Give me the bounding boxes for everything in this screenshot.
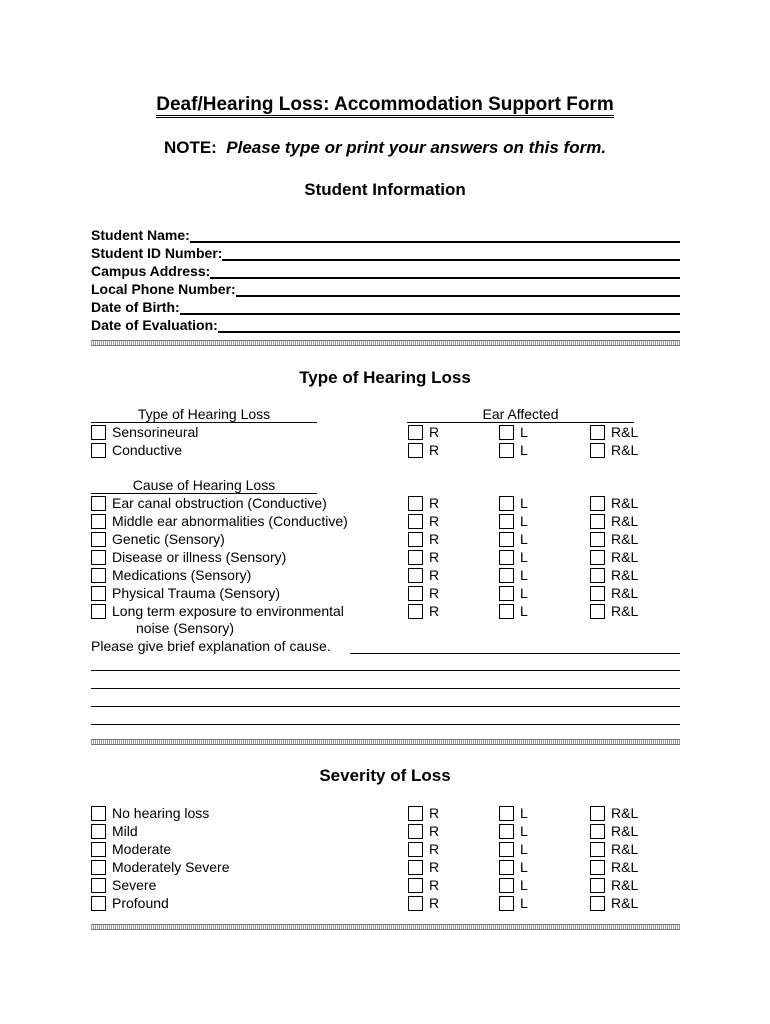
ear-label-r: R [429,823,440,839]
checkbox-both-ears[interactable] [590,550,605,565]
checkbox[interactable] [91,550,106,565]
option-label: Moderately Severe [112,859,230,875]
checkbox-right-ear[interactable] [408,496,423,511]
checkbox-left-ear[interactable] [499,514,514,529]
ear-label-l: L [520,567,528,583]
field-input-line[interactable] [222,245,680,261]
checkbox-right-ear[interactable] [408,586,423,601]
field-input-line[interactable] [190,227,680,243]
cause-row [91,512,691,530]
ear-label-r: R [429,442,440,458]
option-label: Physical Trauma (Sensory) [112,585,281,601]
checkbox-both-ears[interactable] [590,586,605,601]
form-title: Deaf/Hearing Loss: Accommodation Support Form [0,94,770,116]
checkbox[interactable] [91,824,106,839]
ear-label-r: R [429,895,440,911]
checkbox-both-ears[interactable] [590,896,605,911]
checkbox-right-ear[interactable] [408,514,423,529]
ear-label-rl: R&L [611,603,639,619]
ear-label-r: R [429,805,440,821]
cause-row [91,530,691,548]
ear-label-l: L [520,841,528,857]
section-divider [91,739,680,745]
checkbox-both-ears[interactable] [590,806,605,821]
checkbox[interactable] [91,514,106,529]
option-label: Moderate [112,841,172,857]
checkbox-both-ears[interactable] [590,860,605,875]
checkbox-left-ear[interactable] [499,550,514,565]
ear-label-l: L [520,895,528,911]
option-label: Conductive [112,442,183,458]
ear-label-r: R [429,549,440,565]
ear-label-rl: R&L [611,549,639,565]
checkbox-right-ear[interactable] [408,896,423,911]
ear-label-r: R [429,603,440,619]
student-info-heading: Student Information [304,180,466,199]
ear-label-r: R [429,877,440,893]
ear-label-l: L [520,877,528,893]
checkbox[interactable] [91,896,106,911]
checkbox-left-ear[interactable] [499,425,514,440]
note-line [0,138,770,158]
field-input-line[interactable] [180,299,680,315]
ear-label-l: L [520,585,528,601]
field-input-line[interactable] [218,317,680,333]
checkbox-right-ear[interactable] [408,860,423,875]
ear-label-l: L [520,495,528,511]
option-label: Middle ear abnormalities (Conductive) [112,513,348,529]
ear-label-l: L [520,805,528,821]
ear-label-rl: R&L [611,877,639,893]
student-field [91,279,680,297]
explanation-line[interactable] [91,688,680,689]
explanation-line[interactable] [91,670,680,671]
type-column-header: Type of Hearing Loss [91,406,317,423]
student-field [91,315,680,333]
checkbox-both-ears[interactable] [590,514,605,529]
section-divider [91,340,680,346]
checkbox-both-ears[interactable] [590,878,605,893]
ear-label-l: L [520,531,528,547]
ear-label-l: L [520,424,528,440]
checkbox-left-ear[interactable] [499,443,514,458]
ear-label-l: L [520,442,528,458]
field-label: Student Name: [91,227,190,243]
checkbox[interactable] [91,443,106,458]
type-heading: Type of Hearing Loss [299,368,471,387]
checkbox[interactable] [91,806,106,821]
option-label: Mild [112,823,138,839]
field-label: Date of Birth: [91,299,180,315]
option-label: Genetic (Sensory) [112,531,225,547]
ear-label-r: R [429,513,440,529]
severity-row [91,894,691,912]
checkbox-right-ear[interactable] [408,842,423,857]
cause-continuation-text: noise (Sensory) [136,620,235,636]
checkbox[interactable] [91,604,106,619]
student-field [91,297,680,315]
checkbox-left-ear[interactable] [499,824,514,839]
option-label: Sensorineural [112,424,199,440]
field-label: Local Phone Number: [91,281,236,297]
checkbox-right-ear[interactable] [408,568,423,583]
ear-label-l: L [520,823,528,839]
checkbox-both-ears[interactable] [590,568,605,583]
option-label: Long term exposure to environmental [112,603,344,619]
option-label: Severe [112,877,157,893]
option-label: Profound [112,895,169,911]
checkbox-right-ear[interactable] [408,604,423,619]
ear-label-r: R [429,531,440,547]
checkbox[interactable] [91,586,106,601]
student-field [91,243,680,261]
checkbox[interactable] [91,568,106,583]
checkbox-right-ear[interactable] [408,443,423,458]
student-field [91,225,680,243]
checkbox[interactable] [91,496,106,511]
field-label: Date of Evaluation: [91,317,218,333]
checkbox-right-ear[interactable] [408,824,423,839]
checkbox-left-ear[interactable] [499,842,514,857]
cause-row [91,548,691,566]
severity-row [91,822,691,840]
severity-row [91,840,691,858]
checkbox-both-ears[interactable] [590,425,605,440]
cause-row [91,584,691,602]
ear-label-r: R [429,495,440,511]
checkbox[interactable] [91,878,106,893]
checkbox[interactable] [91,425,106,440]
ear-label-rl: R&L [611,567,639,583]
checkbox-both-ears[interactable] [590,496,605,511]
ear-label-l: L [520,603,528,619]
severity-row [91,876,691,894]
checkbox-left-ear[interactable] [499,586,514,601]
explanation-label: Please give brief explanation of cause. [91,638,331,654]
cause-row [91,566,691,584]
ear-label-r: R [429,424,440,440]
note-text: Please type or print your answers on this form. [226,138,607,157]
checkbox-right-ear[interactable] [408,532,423,547]
checkbox-both-ears[interactable] [590,604,605,619]
checkbox-left-ear[interactable] [499,806,514,821]
type-row [91,423,691,441]
field-label: Student ID Number: [91,245,223,261]
ear-label-rl: R&L [611,895,639,911]
severity-row [91,858,691,876]
ear-label-rl: R&L [611,442,639,458]
checkbox-right-ear[interactable] [408,425,423,440]
ear-label-rl: R&L [611,841,639,857]
field-input-line[interactable] [236,281,680,297]
field-label: Campus Address: [91,263,211,279]
ear-column-header: Ear Affected [407,406,634,423]
ear-label-rl: R&L [611,859,639,875]
checkbox-left-ear[interactable] [499,532,514,547]
ear-label-l: L [520,513,528,529]
checkbox[interactable] [91,860,106,875]
checkbox-both-ears[interactable] [590,532,605,547]
checkbox[interactable] [91,532,106,547]
option-label: Disease or illness (Sensory) [112,549,287,565]
checkbox-right-ear[interactable] [408,878,423,893]
explanation-line[interactable] [91,706,680,707]
checkbox-left-ear[interactable] [499,496,514,511]
severity-heading: Severity of Loss [319,766,451,785]
ear-label-rl: R&L [611,495,639,511]
severity-row [91,804,691,822]
ear-label-r: R [429,859,440,875]
ear-label-r: R [429,841,440,857]
ear-label-rl: R&L [611,513,639,529]
ear-label-l: L [520,549,528,565]
field-input-line[interactable] [210,263,680,279]
option-label: Ear canal obstruction (Conductive) [112,495,327,511]
option-label: No hearing loss [112,805,210,821]
checkbox-left-ear[interactable] [499,568,514,583]
note-label: NOTE: [163,138,217,157]
cause-column-header: Cause of Hearing Loss [91,477,317,494]
checkbox-right-ear[interactable] [408,550,423,565]
checkbox-left-ear[interactable] [499,860,514,875]
ear-label-rl: R&L [611,805,639,821]
option-label: Medications (Sensory) [112,567,252,583]
checkbox-both-ears[interactable] [590,824,605,839]
explanation-line[interactable] [91,724,680,725]
checkbox-left-ear[interactable] [499,896,514,911]
checkbox[interactable] [91,842,106,857]
ear-label-rl: R&L [611,585,639,601]
ear-label-l: L [520,859,528,875]
checkbox-left-ear[interactable] [499,878,514,893]
section-divider [91,924,680,930]
type-row [91,441,691,459]
student-field [91,261,680,279]
ear-label-r: R [429,585,440,601]
cause-row [91,602,691,620]
checkbox-both-ears[interactable] [590,443,605,458]
ear-label-rl: R&L [611,823,639,839]
checkbox-left-ear[interactable] [499,604,514,619]
ear-label-r: R [429,567,440,583]
checkbox-right-ear[interactable] [408,806,423,821]
checkbox-both-ears[interactable] [590,842,605,857]
cause-row [91,494,691,512]
ear-label-rl: R&L [611,424,639,440]
explanation-line[interactable] [350,653,680,654]
ear-label-rl: R&L [611,531,639,547]
